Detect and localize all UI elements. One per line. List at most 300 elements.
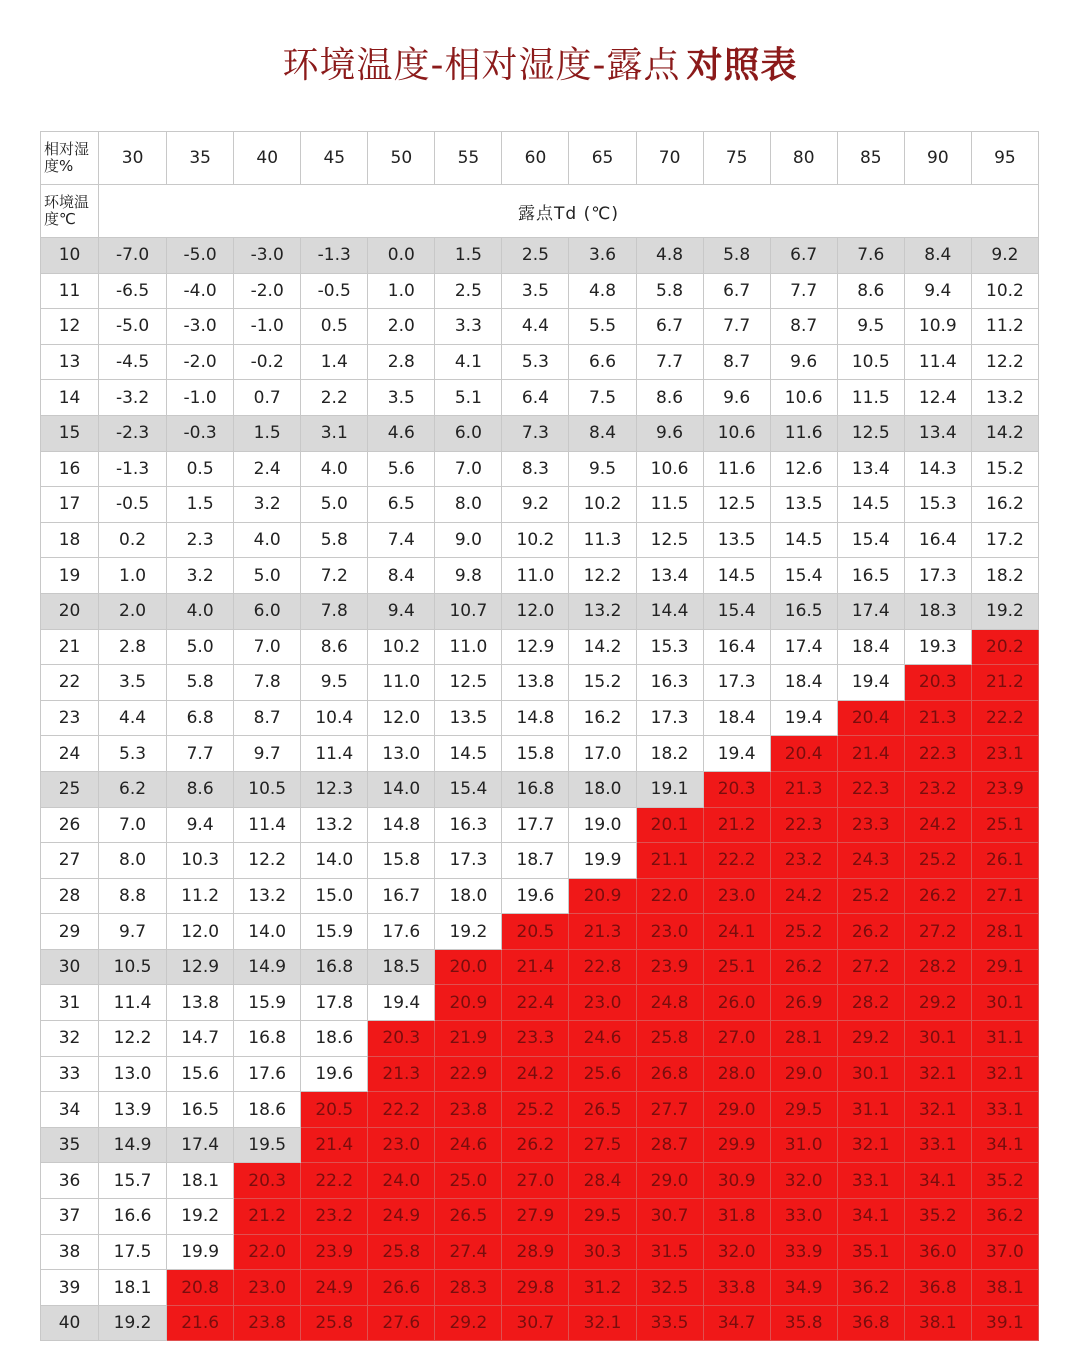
dewpoint-cell: 11.4 <box>904 344 971 380</box>
dewpoint-cell: 18.6 <box>301 1021 368 1057</box>
dewpoint-cell: 17.6 <box>368 914 435 950</box>
dewpoint-cell: 11.6 <box>703 451 770 487</box>
title-main: 环境温度-相对湿度-露点 <box>282 45 681 86</box>
dewpoint-cell: 12.0 <box>167 914 234 950</box>
dewpoint-cell: 20.4 <box>837 700 904 736</box>
dewpoint-cell: 8.0 <box>435 487 502 523</box>
dewpoint-cell: 37.0 <box>971 1234 1038 1270</box>
dewpoint-cell: 20.3 <box>234 1163 301 1199</box>
dewpoint-cell: -1.3 <box>301 238 368 274</box>
dewpoint-cell: 18.2 <box>971 558 1038 594</box>
dewpoint-cell: 8.7 <box>770 309 837 345</box>
dewpoint-cell: 13.4 <box>636 558 703 594</box>
dewpoint-cell: 3.2 <box>167 558 234 594</box>
dewpoint-cell: 26.0 <box>703 985 770 1021</box>
dewpoint-cell: 13.2 <box>234 878 301 914</box>
dewpoint-cell: 15.4 <box>837 522 904 558</box>
dewpoint-cell: 1.0 <box>368 273 435 309</box>
dewpoint-cell: 6.6 <box>569 344 636 380</box>
dewpoint-cell: 4.0 <box>301 451 368 487</box>
dewpoint-cell: 36.8 <box>837 1305 904 1341</box>
dewpoint-cell: 12.4 <box>904 380 971 416</box>
dewpoint-cell: 3.6 <box>569 238 636 274</box>
dewpoint-cell: 7.8 <box>234 665 301 701</box>
dewpoint-cell: 17.3 <box>435 843 502 879</box>
dewpoint-cell: 12.2 <box>971 344 1038 380</box>
dewpoint-cell: 15.8 <box>502 736 569 772</box>
dewpoint-cell: 2.3 <box>167 522 234 558</box>
dewpoint-cell: 25.0 <box>435 1163 502 1199</box>
humidity-column-header: 70 <box>636 132 703 185</box>
table-row <box>41 771 1039 807</box>
humidity-column-header: 55 <box>435 132 502 185</box>
dewpoint-cell: 14.2 <box>569 629 636 665</box>
dewpoint-cell: 9.2 <box>971 238 1038 274</box>
dewpoint-cell: 10.5 <box>99 949 167 985</box>
dewpoint-cell: 36.8 <box>904 1270 971 1306</box>
dewpoint-cell: 16.8 <box>301 949 368 985</box>
dewpoint-cell: 16.2 <box>569 700 636 736</box>
dewpoint-cell: 15.6 <box>167 1056 234 1092</box>
table-row <box>41 344 1039 380</box>
dewpoint-cell: 5.8 <box>167 665 234 701</box>
dewpoint-cell: 21.3 <box>904 700 971 736</box>
dewpoint-cell: 34.7 <box>703 1305 770 1341</box>
dew-point-table <box>40 131 1039 1341</box>
dewpoint-cell: 15.0 <box>301 878 368 914</box>
dewpoint-cell: 30.1 <box>971 985 1038 1021</box>
dewpoint-cell: 17.8 <box>301 985 368 1021</box>
dewpoint-cell: 11.4 <box>234 807 301 843</box>
table-row <box>41 1056 1039 1092</box>
dewpoint-cell: 0.5 <box>301 309 368 345</box>
dewpoint-cell: 27.1 <box>971 878 1038 914</box>
table-row <box>41 238 1039 274</box>
dewpoint-cell: 8.6 <box>837 273 904 309</box>
dewpoint-cell: 26.2 <box>837 914 904 950</box>
dewpoint-cell: 27.6 <box>368 1305 435 1341</box>
dewpoint-cell: 5.5 <box>569 309 636 345</box>
dewpoint-cell: 20.2 <box>971 629 1038 665</box>
table-row <box>41 558 1039 594</box>
temperature-cell: 35 <box>41 1127 99 1163</box>
dewpoint-cell: 16.4 <box>703 629 770 665</box>
dewpoint-cell: 1.5 <box>234 415 301 451</box>
dewpoint-cell: 0.2 <box>99 522 167 558</box>
dewpoint-cell: 15.8 <box>368 843 435 879</box>
dewpoint-cell: 6.7 <box>770 238 837 274</box>
dewpoint-cell: 5.6 <box>368 451 435 487</box>
table-row <box>41 807 1039 843</box>
dewpoint-cell: 4.0 <box>234 522 301 558</box>
dewpoint-cell: 24.0 <box>368 1163 435 1199</box>
dewpoint-cell: 19.4 <box>770 700 837 736</box>
dewpoint-cell: 27.4 <box>435 1234 502 1270</box>
dewpoint-cell: 31.5 <box>636 1234 703 1270</box>
dewpoint-cell: 17.6 <box>234 1056 301 1092</box>
dewpoint-cell: 16.3 <box>435 807 502 843</box>
dewpoint-cell: 14.7 <box>167 1021 234 1057</box>
table-row <box>41 522 1039 558</box>
dewpoint-cell: 32.1 <box>971 1056 1038 1092</box>
dewpoint-cell: 6.7 <box>703 273 770 309</box>
dewpoint-cell: 35.2 <box>904 1199 971 1235</box>
dewpoint-cell: 22.9 <box>435 1056 502 1092</box>
dewpoint-cell: -0.5 <box>99 487 167 523</box>
dewpoint-cell: 12.5 <box>703 487 770 523</box>
dewpoint-cell: 17.3 <box>703 665 770 701</box>
dewpoint-cell: 22.2 <box>971 700 1038 736</box>
dewpoint-cell: 28.4 <box>569 1163 636 1199</box>
dewpoint-cell: 22.4 <box>502 985 569 1021</box>
dewpoint-cell: 34.1 <box>971 1127 1038 1163</box>
dewpoint-cell: 18.5 <box>368 949 435 985</box>
dewpoint-cell: 7.6 <box>837 238 904 274</box>
dewpoint-cell: 13.0 <box>99 1056 167 1092</box>
dewpoint-cell: 28.2 <box>904 949 971 985</box>
dewpoint-cell: 18.0 <box>569 771 636 807</box>
dewpoint-cell: 19.2 <box>167 1199 234 1235</box>
dewpoint-cell: 6.2 <box>99 771 167 807</box>
dewpoint-cell: 15.2 <box>569 665 636 701</box>
dewpoint-cell: 25.8 <box>301 1305 368 1341</box>
dewpoint-cell: -5.0 <box>167 238 234 274</box>
dewpoint-cell: 8.6 <box>167 771 234 807</box>
dewpoint-cell: 4.4 <box>99 700 167 736</box>
dewpoint-cell: 29.5 <box>569 1199 636 1235</box>
table-row <box>41 1021 1039 1057</box>
dewpoint-cell: 30.1 <box>837 1056 904 1092</box>
dewpoint-cell: 31.1 <box>837 1092 904 1128</box>
dewpoint-cell: 13.2 <box>301 807 368 843</box>
dewpoint-cell: 5.8 <box>636 273 703 309</box>
dewpoint-cell: 17.7 <box>502 807 569 843</box>
dewpoint-cell: 38.1 <box>904 1305 971 1341</box>
dewpoint-cell: 12.5 <box>435 665 502 701</box>
dewpoint-cell: 12.0 <box>502 593 569 629</box>
dewpoint-cell: 22.2 <box>703 843 770 879</box>
dewpoint-cell: 18.4 <box>703 700 770 736</box>
temperature-cell: 23 <box>41 700 99 736</box>
humidity-column-header: 65 <box>569 132 636 185</box>
dewpoint-cell: 10.3 <box>167 843 234 879</box>
dewpoint-cell: 10.6 <box>636 451 703 487</box>
temperature-cell: 27 <box>41 843 99 879</box>
dewpoint-cell: 34.9 <box>770 1270 837 1306</box>
dewpoint-cell: 38.1 <box>971 1270 1038 1306</box>
dewpoint-cell: 28.0 <box>703 1056 770 1092</box>
dewpoint-cell: 10.2 <box>368 629 435 665</box>
temperature-cell: 25 <box>41 771 99 807</box>
dewpoint-cell: 25.1 <box>971 807 1038 843</box>
dewpoint-cell: 33.5 <box>636 1305 703 1341</box>
dewpoint-cell: 2.5 <box>502 238 569 274</box>
dewpoint-cell: 18.6 <box>234 1092 301 1128</box>
dewpoint-cell: 24.9 <box>301 1270 368 1306</box>
dewpoint-cell: 24.9 <box>368 1199 435 1235</box>
dewpoint-cell: 5.8 <box>301 522 368 558</box>
dewpoint-cell: 7.7 <box>770 273 837 309</box>
dewpoint-cell: 7.0 <box>234 629 301 665</box>
dewpoint-cell: 24.1 <box>703 914 770 950</box>
dewpoint-cell: 13.9 <box>99 1092 167 1128</box>
dewpoint-cell: 19.3 <box>904 629 971 665</box>
dewpoint-cell: -5.0 <box>99 309 167 345</box>
dewpoint-cell: 7.5 <box>569 380 636 416</box>
dewpoint-cell: 33.8 <box>703 1270 770 1306</box>
table-row <box>41 985 1039 1021</box>
dewpoint-cell: 11.5 <box>636 487 703 523</box>
dewpoint-cell: 1.5 <box>435 238 502 274</box>
dewpoint-cell: 23.3 <box>502 1021 569 1057</box>
dewpoint-cell: 26.5 <box>569 1092 636 1128</box>
dewpoint-cell: 26.1 <box>971 843 1038 879</box>
dewpoint-cell: 19.2 <box>971 593 1038 629</box>
humidity-column-header: 60 <box>502 132 569 185</box>
humidity-column-header: 30 <box>99 132 167 185</box>
dewpoint-cell: 6.0 <box>234 593 301 629</box>
temperature-cell: 34 <box>41 1092 99 1128</box>
dewpoint-cell: 10.2 <box>971 273 1038 309</box>
temperature-cell: 12 <box>41 309 99 345</box>
dewpoint-cell: 14.0 <box>301 843 368 879</box>
dewpoint-cell: 20.0 <box>435 949 502 985</box>
dewpoint-cell: 25.2 <box>837 878 904 914</box>
dewpoint-cell: 6.4 <box>502 380 569 416</box>
dewpoint-cell: 7.7 <box>703 309 770 345</box>
dewpoint-cell: 22.3 <box>837 771 904 807</box>
dewpoint-cell: 8.4 <box>368 558 435 594</box>
dewpoint-cell: 2.0 <box>99 593 167 629</box>
dewpoint-cell: 29.2 <box>435 1305 502 1341</box>
table-row <box>41 415 1039 451</box>
dewpoint-cell: 9.7 <box>99 914 167 950</box>
dewpoint-cell: -2.0 <box>234 273 301 309</box>
dewpoint-cell: -3.0 <box>167 309 234 345</box>
table-row <box>41 273 1039 309</box>
dewpoint-cell: 24.3 <box>837 843 904 879</box>
dewpoint-cell: -3.0 <box>234 238 301 274</box>
dewpoint-cell: 16.6 <box>99 1199 167 1235</box>
dewpoint-cell: 31.2 <box>569 1270 636 1306</box>
dewpoint-cell: 27.0 <box>502 1163 569 1199</box>
dewpoint-cell: 18.1 <box>167 1163 234 1199</box>
dewpoint-cell: 11.4 <box>99 985 167 1021</box>
dewpoint-cell: 13.0 <box>368 736 435 772</box>
dewpoint-cell: 3.3 <box>435 309 502 345</box>
dewpoint-cell: -2.3 <box>99 415 167 451</box>
dewpoint-cell: 30.1 <box>904 1021 971 1057</box>
dewpoint-cell: 4.0 <box>167 593 234 629</box>
dewpoint-cell: 12.0 <box>368 700 435 736</box>
dewpoint-cell: 20.8 <box>167 1270 234 1306</box>
dewpoint-cell: 14.0 <box>234 914 301 950</box>
humidity-column-header: 80 <box>770 132 837 185</box>
table-row <box>41 843 1039 879</box>
dewpoint-cell: 25.8 <box>368 1234 435 1270</box>
dewpoint-cell: 12.9 <box>502 629 569 665</box>
dewpoint-cell: 19.4 <box>703 736 770 772</box>
dewpoint-cell: 3.2 <box>234 487 301 523</box>
dewpoint-cell: 20.3 <box>368 1021 435 1057</box>
dewpoint-cell: 20.9 <box>569 878 636 914</box>
dewpoint-header-row <box>41 185 1039 238</box>
dewpoint-cell: 19.6 <box>502 878 569 914</box>
dewpoint-cell: 8.4 <box>569 415 636 451</box>
dewpoint-cell: 30.3 <box>569 1234 636 1270</box>
temperature-cell: 15 <box>41 415 99 451</box>
dewpoint-cell: 32.1 <box>569 1305 636 1341</box>
dewpoint-cell: 7.8 <box>301 593 368 629</box>
dewpoint-cell: 31.1 <box>971 1021 1038 1057</box>
dewpoint-cell: 8.0 <box>99 843 167 879</box>
dewpoint-cell: 11.5 <box>837 380 904 416</box>
dewpoint-cell: 1.0 <box>99 558 167 594</box>
dewpoint-cell: 17.3 <box>636 700 703 736</box>
dewpoint-cell: 20.5 <box>301 1092 368 1128</box>
dewpoint-cell: 20.1 <box>636 807 703 843</box>
table-row <box>41 1305 1039 1341</box>
dewpoint-cell: 19.2 <box>435 914 502 950</box>
dewpoint-cell: 18.1 <box>99 1270 167 1306</box>
dewpoint-cell: 10.6 <box>703 415 770 451</box>
dewpoint-cell: 23.2 <box>770 843 837 879</box>
humidity-column-header: 90 <box>904 132 971 185</box>
temperature-cell: 38 <box>41 1234 99 1270</box>
dewpoint-cell: 33.9 <box>770 1234 837 1270</box>
dewpoint-cell: 13.5 <box>770 487 837 523</box>
dewpoint-cell: 13.2 <box>569 593 636 629</box>
temperature-cell: 16 <box>41 451 99 487</box>
dewpoint-cell: 15.3 <box>904 487 971 523</box>
table-row <box>41 1127 1039 1163</box>
temperature-cell: 29 <box>41 914 99 950</box>
dewpoint-cell: 9.6 <box>703 380 770 416</box>
dewpoint-cell: 16.2 <box>971 487 1038 523</box>
dewpoint-cell: 33.1 <box>904 1127 971 1163</box>
dewpoint-cell: 25.8 <box>636 1021 703 1057</box>
table-row <box>41 451 1039 487</box>
dewpoint-cell: 22.2 <box>301 1163 368 1199</box>
dewpoint-cell: 2.8 <box>99 629 167 665</box>
dewpoint-cell: 16.7 <box>368 878 435 914</box>
dewpoint-cell: 13.5 <box>703 522 770 558</box>
dewpoint-cell: 30.9 <box>703 1163 770 1199</box>
dewpoint-cell: 15.4 <box>770 558 837 594</box>
dewpoint-cell: 15.3 <box>636 629 703 665</box>
dewpoint-cell: 21.2 <box>971 665 1038 701</box>
dewpoint-cell: -4.5 <box>99 344 167 380</box>
dewpoint-cell: 2.8 <box>368 344 435 380</box>
dewpoint-cell: 23.0 <box>569 985 636 1021</box>
dewpoint-cell: 27.2 <box>837 949 904 985</box>
dewpoint-cell: 33.0 <box>770 1199 837 1235</box>
dewpoint-cell: 10.4 <box>301 700 368 736</box>
dewpoint-cell: 34.1 <box>904 1163 971 1199</box>
dewpoint-cell: 27.9 <box>502 1199 569 1235</box>
dewpoint-cell: 23.2 <box>301 1199 368 1235</box>
dewpoint-cell: 26.2 <box>770 949 837 985</box>
dewpoint-cell: 8.6 <box>636 380 703 416</box>
temperature-cell: 18 <box>41 522 99 558</box>
dewpoint-cell: 24.8 <box>636 985 703 1021</box>
dewpoint-cell: 7.4 <box>368 522 435 558</box>
dewpoint-cell: 29.9 <box>703 1127 770 1163</box>
dewpoint-cell: 21.3 <box>368 1056 435 1092</box>
table-row <box>41 309 1039 345</box>
dewpoint-cell: 27.0 <box>703 1021 770 1057</box>
table-row <box>41 878 1039 914</box>
dewpoint-cell: 19.9 <box>167 1234 234 1270</box>
dewpoint-cell: 30.7 <box>502 1305 569 1341</box>
dewpoint-cell: 16.5 <box>167 1092 234 1128</box>
dewpoint-cell: 18.0 <box>435 878 502 914</box>
dewpoint-cell: 11.0 <box>502 558 569 594</box>
dewpoint-cell: 32.0 <box>770 1163 837 1199</box>
dewpoint-cell: 33.1 <box>837 1163 904 1199</box>
dewpoint-cell: 13.8 <box>167 985 234 1021</box>
dewpoint-cell: 11.4 <box>301 736 368 772</box>
dewpoint-cell: 8.3 <box>502 451 569 487</box>
dewpoint-cell: 15.9 <box>234 985 301 1021</box>
dewpoint-cell: 14.5 <box>770 522 837 558</box>
temperature-cell: 11 <box>41 273 99 309</box>
dewpoint-cell: 10.2 <box>502 522 569 558</box>
dewpoint-cell: 35.8 <box>770 1305 837 1341</box>
dewpoint-cell: 8.8 <box>99 878 167 914</box>
dewpoint-cell: 30.7 <box>636 1199 703 1235</box>
table-row <box>41 1270 1039 1306</box>
dewpoint-cell: 12.3 <box>301 771 368 807</box>
dewpoint-cell: 26.5 <box>435 1199 502 1235</box>
dewpoint-cell: -6.5 <box>99 273 167 309</box>
dewpoint-cell: 17.5 <box>99 1234 167 1270</box>
dewpoint-cell: 24.6 <box>569 1021 636 1057</box>
temperature-cell: 17 <box>41 487 99 523</box>
dewpoint-cell: 14.0 <box>368 771 435 807</box>
dewpoint-cell: 2.2 <box>301 380 368 416</box>
dewpoint-cell: 14.9 <box>99 1127 167 1163</box>
dewpoint-cell: 34.1 <box>837 1199 904 1235</box>
humidity-column-header: 40 <box>234 132 301 185</box>
dewpoint-cell: 3.1 <box>301 415 368 451</box>
dewpoint-cell: 26.2 <box>502 1127 569 1163</box>
humidity-column-header: 45 <box>301 132 368 185</box>
dewpoint-cell: 24.6 <box>435 1127 502 1163</box>
dewpoint-cell: 22.0 <box>234 1234 301 1270</box>
dewpoint-cell: 14.2 <box>971 415 1038 451</box>
dewpoint-cell: 23.1 <box>971 736 1038 772</box>
dewpoint-cell: 28.1 <box>971 914 1038 950</box>
dewpoint-cell: 13.4 <box>837 451 904 487</box>
dewpoint-cell: 21.2 <box>234 1199 301 1235</box>
temperature-cell: 31 <box>41 985 99 1021</box>
dewpoint-cell: 19.5 <box>234 1127 301 1163</box>
dewpoint-cell: 0.7 <box>234 380 301 416</box>
dewpoint-cell: 33.1 <box>971 1092 1038 1128</box>
dewpoint-cell: 11.0 <box>435 629 502 665</box>
dewpoint-cell: -1.3 <box>99 451 167 487</box>
dewpoint-cell: 8.6 <box>301 629 368 665</box>
dewpoint-cell: 36.0 <box>904 1234 971 1270</box>
dewpoint-cell: 15.2 <box>971 451 1038 487</box>
dewpoint-cell: -0.2 <box>234 344 301 380</box>
dewpoint-cell: 7.3 <box>502 415 569 451</box>
dewpoint-cell: 9.5 <box>837 309 904 345</box>
temperature-cell: 14 <box>41 380 99 416</box>
dewpoint-cell: 4.8 <box>636 238 703 274</box>
dewpoint-cell: 10.2 <box>569 487 636 523</box>
